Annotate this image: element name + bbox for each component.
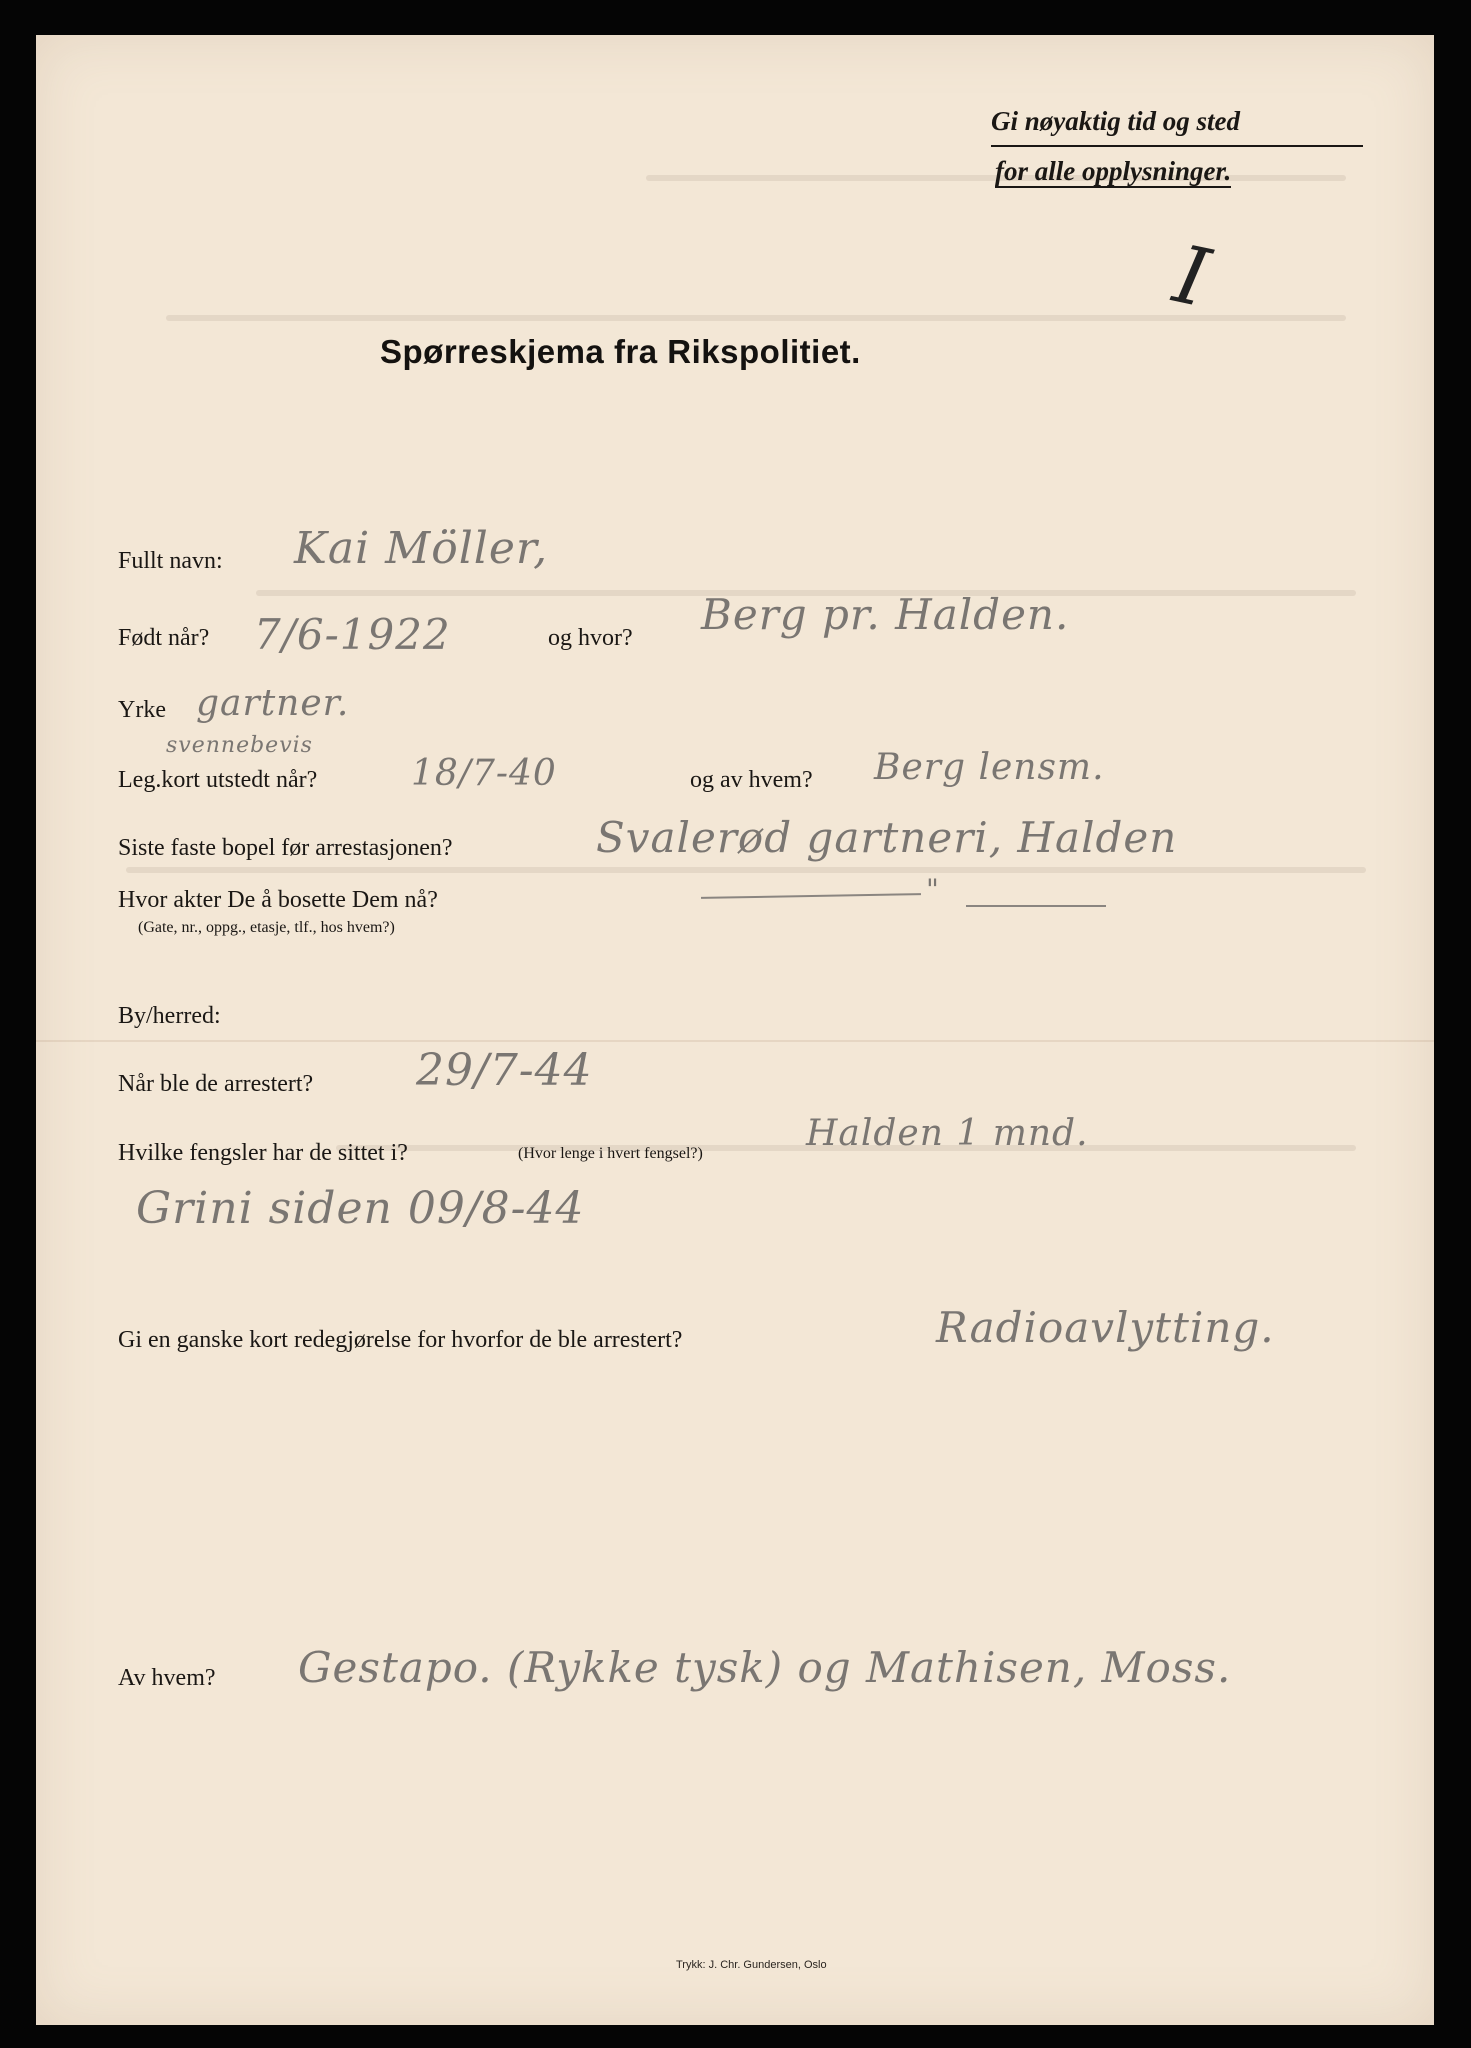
value-born-where: Berg pr. Halden.	[701, 590, 1070, 639]
label-arrest-date: Når ble de arrestert?	[118, 1071, 314, 1097]
value-arrest-reason: Radioavlytting.	[936, 1303, 1275, 1352]
value-issued-by: Berg lensm.	[874, 747, 1105, 788]
value-born-when: 7/6-1922	[254, 610, 451, 659]
paper-fold	[36, 1040, 1434, 1042]
label-full-name: Fullt navn:	[118, 548, 223, 574]
value-occupation: gartner.	[196, 683, 350, 724]
value-prisons-2: Grini siden 09/8-44	[136, 1183, 585, 1234]
sublabel-prisons: (Hvor lenge i hvert fengsel?)	[518, 1145, 703, 1162]
value-prisons: Halden 1 mnd.	[806, 1113, 1089, 1154]
label-town: By/herred:	[118, 1003, 221, 1029]
value-last-residence: Svalerød gartneri, Halden	[596, 813, 1178, 862]
instruction-line-2: for alle opplysninger.	[995, 156, 1232, 186]
label-arrested-by: Av hvem?	[118, 1665, 216, 1691]
ditto-line	[701, 893, 921, 899]
label-born-where: og hvor?	[548, 625, 633, 651]
value-arrested-by: Gestapo. (Rykke tysk) og Mathisen, Moss.	[298, 1643, 1232, 1692]
value-future-residence: "	[926, 873, 940, 906]
bleed-through-mark	[126, 867, 1366, 873]
sublabel-future-residence: (Gate, nr., oppg., etasje, tlf., hos hvem?)	[138, 919, 395, 936]
label-occupation: Yrke	[118, 697, 166, 723]
instruction-note	[991, 97, 1363, 195]
label-arrest-reason: Gi en ganske kort redegjørelse for hvorfor de ble arrestert?	[118, 1327, 683, 1353]
label-future-residence: Hvor akter De å bosette Dem nå?	[118, 887, 438, 913]
ditto-line	[966, 905, 1106, 907]
label-born-when: Født når?	[118, 625, 210, 651]
label-prisons: Hvilke fengsler har de sittet i?	[118, 1140, 408, 1166]
value-id-card-note: svennebevis	[166, 733, 313, 758]
label-issued-by: og av hvem?	[690, 767, 813, 793]
form-sheet	[36, 35, 1434, 2025]
form-title: Spørreskjema fra Rikspolitiet.	[380, 333, 861, 370]
instruction-line-1: Gi nøyaktig tid og sted	[991, 97, 1363, 147]
value-arrest-date: 29/7-44	[416, 1045, 593, 1096]
handwritten-mark: I	[1166, 227, 1218, 326]
value-full-name: Kai Möller,	[294, 523, 549, 574]
printer-imprint: Trykk: J. Chr. Gundersen, Oslo	[676, 1959, 827, 1971]
label-last-residence: Siste faste bopel før arrestasjonen?	[118, 835, 453, 861]
label-id-card-issued: Leg.kort utstedt når?	[118, 767, 318, 793]
value-id-card-issued: 18/7-40	[411, 753, 557, 794]
